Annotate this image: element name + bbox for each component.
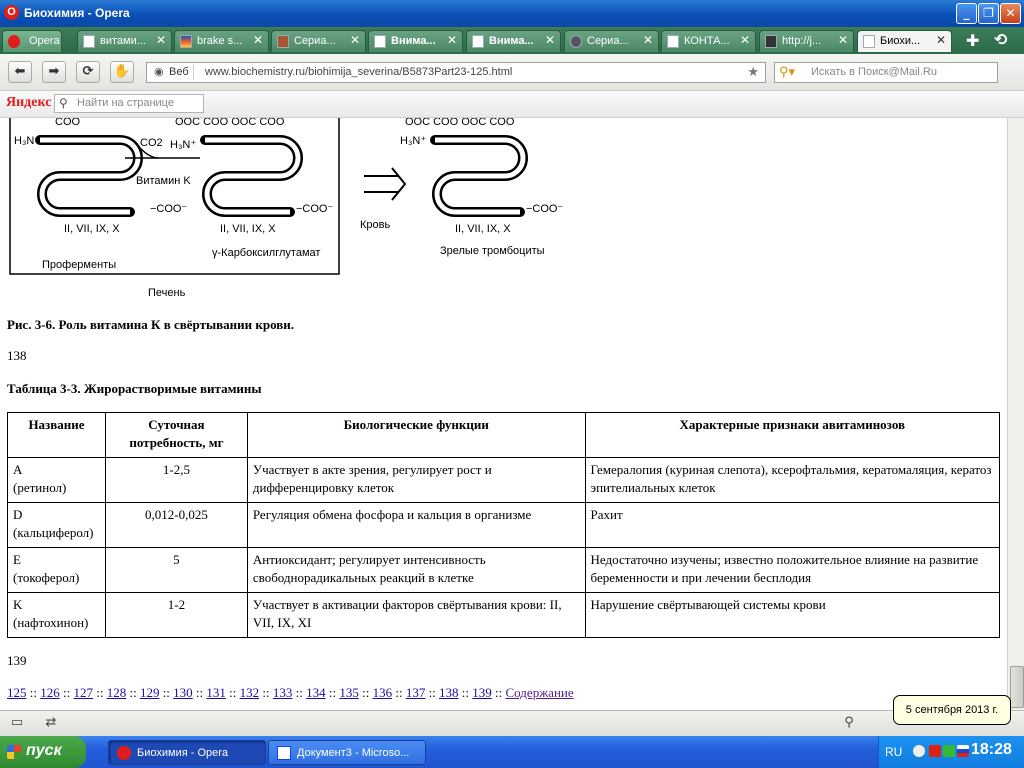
tab-item[interactable]: Сериа... ✕ [271,30,366,52]
table-header-row [8,413,1000,458]
vitamin-name-cell: K (нафтохинон) [8,593,106,638]
page-link[interactable]: 131 [206,685,226,700]
security-icon[interactable]: ✋ [110,61,134,83]
page-link[interactable]: 127 [73,685,93,700]
page-link[interactable]: 133 [272,685,293,700]
tab-close-icon[interactable]: ✕ [544,33,555,47]
tab-close-icon[interactable]: ✕ [642,33,653,47]
page-icon [667,35,679,48]
opera-icon [117,746,131,760]
column-header: Характерные признаки авитаминозов [585,413,999,458]
carboxy-label: γ-Карбоксилглутамат [212,247,321,259]
find-placeholder: Найти на странице [77,97,174,109]
forward-button[interactable]: ➡ [42,61,66,83]
vitamin-k-label: Витамин K [136,175,191,187]
factors-label-3: II, VII, IX, X [455,223,511,235]
tab-close-icon[interactable]: ✕ [252,33,263,47]
coo-end-label-3: −COO⁻ [526,203,564,215]
search-input[interactable] [774,62,998,83]
coo-label-1: COO [55,118,81,128]
blood-label: Кровь [360,219,391,231]
windows-logo-icon [7,745,21,759]
dose-cell: 0,012-0,025 [105,503,247,548]
function-cell: Участвует в акте зрения, регулирует рост и дифференцировку клеток [247,458,585,503]
yandex-logo-text: Яндекс [6,95,52,110]
site-icon [277,35,289,48]
turbo-icon[interactable]: ⇄ [45,715,57,730]
page-number: 138 [7,348,27,363]
search-icon: ⚲ [59,96,68,110]
window-title-bar [0,0,1024,27]
pagination: 125 :: 126 :: 127 :: 128 :: 129 :: 130 :: 131 :: 132 :: 133 :: 134 :: 135 :: 136 :: 137 :: 138 :: 139 :: Содержание [7,685,574,700]
window-title: Биохимия - Opera [24,6,130,20]
dose-cell: 5 [105,548,247,593]
panel-toggle-icon[interactable]: ▭ [10,715,24,730]
mature-label: Зрелые тромбоциты [440,245,545,257]
word-document-icon [277,746,291,760]
page-link[interactable]: 129 [139,685,160,700]
table-row [8,593,1000,638]
function-cell: Регуляция обмена фосфора и кальция в организме [247,503,585,548]
function-cell: Участвует в активации факторов свёртывания крови: II, VII, IX, XI [247,593,585,638]
opera-icon [8,35,20,48]
network-icon[interactable] [943,745,955,757]
coo-end-label-2: −COO⁻ [296,203,334,215]
yandex-toolbar [0,91,1024,118]
reload-button[interactable]: ⟳ [76,61,100,83]
vitamin-k-figure [0,118,600,308]
vitamin-name-cell: D (кальциферол) [8,503,106,548]
figure-caption: Рис. 3-6. Роль витамина К в свёртывании крови. [7,317,295,332]
clock[interactable]: 18:28 [971,741,1012,758]
tab-close-icon[interactable]: ✕ [935,33,946,47]
page-link[interactable]: 138 [439,685,459,700]
vitamin-name-cell: A (ретинол) [8,458,106,503]
site-icon [180,35,192,48]
tab-item[interactable]: brake s... ✕ [174,30,269,52]
taskbar-item-opera[interactable]: Биохимия - Opera [108,740,266,765]
web-badge: ◉ Веб [151,65,194,80]
status-bar [0,710,1024,737]
tab-close-icon[interactable]: ✕ [837,33,848,47]
deficiency-cell: Рахит [585,503,999,548]
page-link[interactable]: 134 [306,685,326,700]
date-tooltip: 5 сентября 2013 г. [893,695,1011,725]
find-on-page-input[interactable] [54,94,204,113]
nh3-label-1: H₃N⁺ [14,135,41,147]
page-link[interactable]: 139 [472,685,492,700]
page-link[interactable]: 137 [405,685,426,700]
flag-icon[interactable] [957,745,969,757]
new-tab-icon[interactable]: ✚ [966,31,980,50]
page-content [0,118,1007,710]
table-row [8,548,1000,593]
tab-active[interactable]: Биохи... ✕ [857,30,952,52]
table-row [8,458,1000,503]
table-row [8,503,1000,548]
tab-item[interactable]: http://j... ✕ [759,30,854,52]
back-button[interactable]: ⬅ [8,61,32,83]
proenzymes-label: Проферменты [42,259,117,271]
page-icon [472,35,484,48]
tab-item[interactable]: витами... ✕ [77,30,172,52]
scrollbar-thumb[interactable] [1010,666,1024,708]
page-link[interactable]: 125 [7,685,27,700]
tab-close-icon[interactable]: ✕ [446,33,457,47]
protein-chain-2-inner [205,140,298,212]
co2-label: CO2 [140,137,163,149]
search-placeholder: Искать в Поиск@Mail.Ru [811,66,937,78]
start-button[interactable]: пуск [0,736,86,768]
yandex-logo[interactable] [6,95,51,111]
tab-close-icon[interactable]: ✕ [739,33,750,47]
bookmark-star-icon[interactable]: ★ [747,64,759,79]
close-window-button[interactable]: ✕ [1000,3,1021,24]
page-icon [863,35,875,48]
navigation-bar [0,54,1024,91]
nh3-label-2: H₃N⁺ [170,139,197,151]
tab-item[interactable]: КОНТА... ✕ [661,30,756,52]
site-icon [570,35,582,48]
function-cell: Антиоксидант; регулирует интенсивность свободнорадикальных реакций в клетке [247,548,585,593]
page-link[interactable]: 132 [239,685,260,700]
vertical-scrollbar[interactable] [1007,118,1024,710]
deficiency-cell: Недостаточно изучены; известно положительное влияние на развитие беременности и при лечении бесплодия [585,548,999,593]
dose-cell: 1-2 [105,593,247,638]
page-link[interactable]: 130 [173,685,193,700]
tab-close-icon[interactable]: ✕ [155,33,166,47]
tab-item[interactable]: Внима... ✕ [466,30,561,52]
column-header: Название [8,413,106,458]
site-icon [765,35,777,48]
coo-end-label-1: −COO⁻ [150,203,188,215]
closed-tabs-icon[interactable]: ⟲ [994,30,1008,49]
tab-item[interactable]: Внима... ✕ [368,30,463,52]
table-caption: Таблица 3-3. Жирорастворимые витамины [7,381,262,396]
page-icon [374,35,386,48]
tab-opera-menu[interactable]: Opera [2,30,62,52]
page-number: 139 [7,653,27,668]
page-icon [83,35,95,48]
opera-logo-icon: O [4,5,19,20]
page-link[interactable]: 128 [106,685,127,700]
column-header: Биологические функции [247,413,585,458]
blood-transport-arrow [364,168,405,200]
protein-chain-1-inner [40,140,138,212]
factors-label-2: II, VII, IX, X [220,223,276,235]
factors-label-1: II, VII, IX, X [64,223,120,235]
top-labels-3: OOC COO OOC COO [405,118,515,128]
vitamin-name-cell: E (токоферол) [8,548,106,593]
deficiency-cell: Гемералопия (куриная слепота), ксерофтальмия, кератомаляция, кератоз эпителиальных клеток [585,458,999,503]
address-field[interactable] [146,62,766,83]
vitamins-table [7,412,1000,638]
taskbar-item-word[interactable]: Документ3 - Microso... [268,740,426,765]
dose-cell: 1-2,5 [105,458,247,503]
deficiency-cell: Нарушение свёртывающей системы крови [585,593,999,638]
tab-item[interactable]: Сериа... ✕ [564,30,659,52]
globe-icon: ◉ [154,66,164,78]
column-header: Суточная потребность, мг [105,413,247,458]
system-tray [878,736,1024,768]
url-text: www.biochemistry.ru/biohimija_severina/B5873Part23-125.html [205,66,513,78]
language-indicator[interactable]: RU [885,745,903,759]
zoom-icon[interactable]: ⚲ [844,715,854,730]
minimize-button[interactable]: _ [956,3,977,24]
tab-close-icon[interactable]: ✕ [349,33,360,47]
liver-label: Печень [148,287,186,299]
contents-link[interactable]: Содержание [505,685,574,700]
maximize-button[interactable]: ❐ [978,3,999,24]
page-link[interactable]: 126 [40,685,60,700]
page-link[interactable]: 136 [372,685,393,700]
nh3-label-3: H₃N⁺ [400,135,427,147]
protein-chain-3-inner [435,140,523,212]
page-link[interactable]: 135 [339,685,359,700]
top-labels-2: OOC COO OOC COO [175,118,285,128]
taskbar [0,736,1024,768]
search-engine-icon[interactable]: ⚲▾ [779,64,796,79]
antivirus-icon[interactable] [929,745,941,757]
tab-bar [0,27,1024,54]
tray-arrow-icon[interactable] [913,745,925,757]
